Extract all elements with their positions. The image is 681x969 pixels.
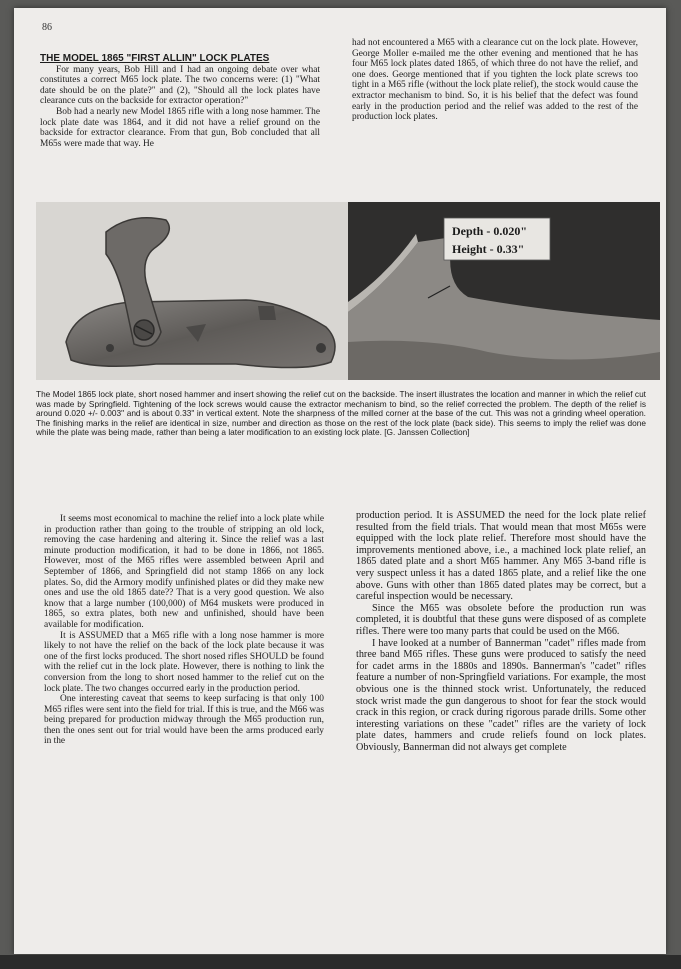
article-paragraph: I have looked at a number of Bannerman "cadet" rifles made from three band M65 rifles. These guns were produced to satisfy the need for cadet arms in the 1880s and 1890s. Bannerman's "cadet" rifles feature a number of non-Springfield variations. For example, the most obvious one is the thinned stock wrist. Unfortunately, the reduced stock wrist made the gun dangerous to shoot for fear the stock would crack in this region, or crack during rigorous parade drills. Some other interesting variations on these "cadet" rifles are the variety of lock plate dates, hammers and crude reliefs found on lock plates. Obviously, Bannerman did not always get complete [356, 637, 646, 753]
article-paragraph: Since the M65 was obsolete before the production run was completed, it is doubtful that these guns were disposed of as complete rifles. There were too many parts that could be used on the M66. [356, 602, 646, 637]
insert-depth-label: Depth - 0.020" [452, 224, 527, 238]
relief-cut-insert-photo [348, 202, 660, 380]
insert-height-label: Height - 0.33" [452, 242, 525, 256]
article-paragraph: One interesting caveat that seems to keep surfacing is that only 100 M65 rifles were sent into the field for trial. If this is true, and the M66 was being prepared for production midway through the M65 production run, then the ones sent out for trial would have been the arms produced early in the [44, 694, 324, 747]
article-title: THE MODEL 1865 "FIRST ALLIN" LOCK PLATES [40, 53, 270, 64]
article-column-bottom-left [44, 514, 324, 747]
photo-caption: The Model 1865 lock plate, short nosed hammer and insert showing the relief cut on the backside. The insert illustrates the location and manner in which the relief cut was made by Springfield. Tightening of the lock screws would cause the extractor mechanism to bind, so the relief corrected the problem. The depth of the relief is around 0.020 +/- 0.003" and is about 0.33" in vertical extent. Note the sharpness of the milled corner at the base of the cut. This was not a grinding wheel operation. The finishing marks in the relief are identical in size, number and direction as those on the rest of the lock plate (back side). This seems to imply the relief was done while the plate was being made, rather than being a later modification to an existing lock plate. [G. Janssen Collection] [36, 389, 646, 438]
article-paragraph: For many years, Bob Hill and I had an ongoing debate over what constitutes a correct M65 lock plate. The two concerns were: (1) "What date should be on the plate?" and (2), "Should all the lock plates have clearance cuts on the backside for extractor operation?" [40, 64, 320, 107]
article-paragraph: Bob had a nearly new Model 1865 rifle with a long nose hammer. The lock plate date was 1864, and it did not have a relief ground on the backside for extractor clearance. From that gun, Bob concluded that all M65s were made that way. He [40, 106, 320, 149]
relief-cut-illustration [348, 202, 660, 380]
magazine-page [14, 8, 666, 954]
article-column-bottom-right [356, 510, 646, 753]
article-paragraph: had not encountered a M65 with a clearance cut on the lock plate. However, George Moller e-mailed me the other evening and mentioned that he has four M65 lock plates dated 1865, of which three do not have the relief, and one does. George mentioned that if you tighten the lock plate screws too tight in a M65 rifle (without the lock plate relief), the stock would cause the extractor mechanism to bind. So, it is his belief that the defect was found early in the production period and the relief was added to the rest of the production lock plates. [352, 38, 638, 123]
lock-plate-illustration [36, 202, 348, 380]
page-number: 86 [42, 22, 52, 33]
article-column-top-left [40, 54, 320, 149]
article-paragraph: It seems most economical to machine the relief into a lock plate while in production rather than going to the trouble of stripping an old lock, removing the case hardening and altering it. Since the relief was a last minute production modification, it had to be done in 1866, not 1865. However, most of the M65 rifles were assembled between April and September of 1866, and Springfield did not stamp 1866 on any lock plates. So, did the Armory modify unfinished plates or did they make new ones and use the old 1865 date?? That is a very good question. We also know that a large number (100,000) of M64 muskets were produced in 1865, so extra plates, both new and unfinished, should have been available for modification. [44, 514, 324, 630]
lock-plate-photo [36, 202, 348, 380]
article-column-top-right [352, 38, 638, 123]
bottom-edge-strip [0, 955, 681, 969]
article-paragraph: It is ASSUMED that a M65 rifle with a long nose hammer is more likely to not have the relief on the back of the lock plate because it was one of the first locks produced. The short nosed rifles SHOULD be found with the relief cut in the lock plate. However, there is nothing to link the conversion from the long to short nosed hammer to the relief cut on the lock plate. The two changes occurred early in the production period. [44, 630, 324, 694]
article-paragraph: production period. It is ASSUMED the need for the lock plate relief resulted from the field trials. That would mean that most M65s were equipped with the lock plate relief. Therefore most should have the improvements mentioned above, i.e., a machined lock plate relief, an 1865 dated plate and a short M65 hammer. Any M65 3-band rifle is very suspect unless it has a dated 1865 plate, and a relief like the one above. Guns with other than 1865 dated plates may be correct, but a careful inspection would be necessary. [356, 510, 646, 603]
